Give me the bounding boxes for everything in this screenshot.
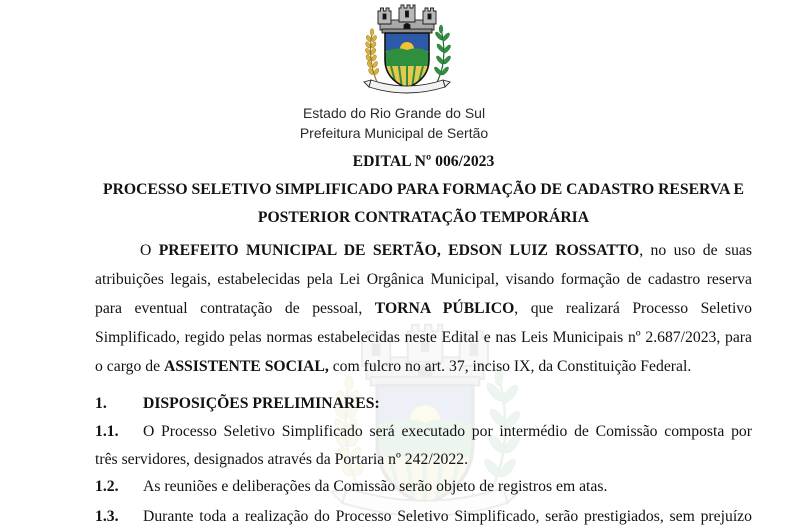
section-title: DISPOSIÇÕES PRELIMINARES:	[143, 395, 380, 412]
intro-line-4	[95, 323, 752, 352]
clause-1-3	[95, 504, 752, 529]
clause-1-1-line-1: O Processo Seletivo Simplificado será executado por intermédio de Comissão composta por	[143, 423, 752, 440]
clause-number: 1.2.	[95, 478, 119, 495]
clause-1-1-first-row	[95, 418, 752, 446]
header-municipality-name: Prefeitura Municipal de Sertão	[299, 125, 489, 141]
municipal-coat-of-arms	[361, 2, 453, 98]
section-1-heading-row	[95, 390, 752, 418]
intro-line-3	[95, 294, 752, 323]
clause-1-3-line-1: Durante toda a realização do Processo Seletivo Simplificado, serão prestigiados, sem prejuízo	[143, 508, 752, 525]
mayor-name: PREFEITO MUNICIPAL DE SERTÃO, EDSON LUIZ ROSSATTO	[158, 242, 640, 259]
wheat-sheaf-icon	[364, 29, 379, 86]
mural-crown-icon	[378, 5, 436, 33]
clause-1-2	[95, 473, 752, 501]
intro-line-1-lead: O	[140, 242, 159, 259]
leaf-branch-icon	[433, 25, 451, 86]
clause-number: 1.3.	[95, 508, 119, 525]
intro-line-3-lead: para eventual contratação de pessoal,	[95, 300, 375, 317]
intro-line-4-text: Simplificado, regido pelas normas estabelecidas neste Edital e nas Leis Municipais nº 2.687/2023, para	[95, 329, 752, 346]
clause-1-1	[95, 418, 752, 474]
position-title: ASSISTENTE SOCIAL,	[163, 358, 329, 375]
announcement-phrase: TORNA PÚBLICO	[374, 300, 515, 317]
intro-line-1	[95, 236, 752, 265]
section-1-heading	[95, 390, 752, 418]
shield-icon	[385, 33, 429, 90]
intro-line-5	[95, 352, 752, 381]
intro-line-2	[95, 265, 752, 294]
edital-title-line-1: PROCESSO SELETIVO SIMPLIFICADO PARA FORMAÇÃO DE CADASTRO RESERVA E	[103, 181, 744, 198]
clause-1-1-line-2: três servidores, designados através da Portaria nº 242/2022.	[95, 451, 468, 468]
intro-line-5-tail: com fulcro no art. 37, inciso IX, da Constituição Federal.	[328, 358, 692, 375]
intro-line-3-tail: , que realizará Processo Seletivo	[514, 300, 752, 317]
edital-number: EDITAL Nº 006/2023	[352, 153, 495, 170]
clause-number: 1.1.	[95, 423, 119, 440]
intro-line-2-text: atribuições legais, estabelecidas pela Lei Orgânica Municipal, visando formação de cadastro reserva	[95, 271, 752, 288]
clause-1-3-first-row	[95, 504, 752, 529]
edital-title-line-2: POSTERIOR CONTRATAÇÃO TEMPORÁRIA	[257, 209, 590, 226]
intro-line-1-tail: , no uso de suas	[639, 242, 752, 259]
intro-line-5-lead: o cargo de	[95, 358, 164, 375]
clause-1-2-line-1: As reuniões e deliberações da Comissão serão objeto de registros em atas.	[143, 478, 608, 495]
section-number: 1.	[95, 395, 107, 412]
intro-paragraph	[95, 236, 752, 381]
clause-1-2-first-row	[95, 473, 752, 501]
header-state-name: Estado do Rio Grande do Sul	[302, 105, 486, 121]
